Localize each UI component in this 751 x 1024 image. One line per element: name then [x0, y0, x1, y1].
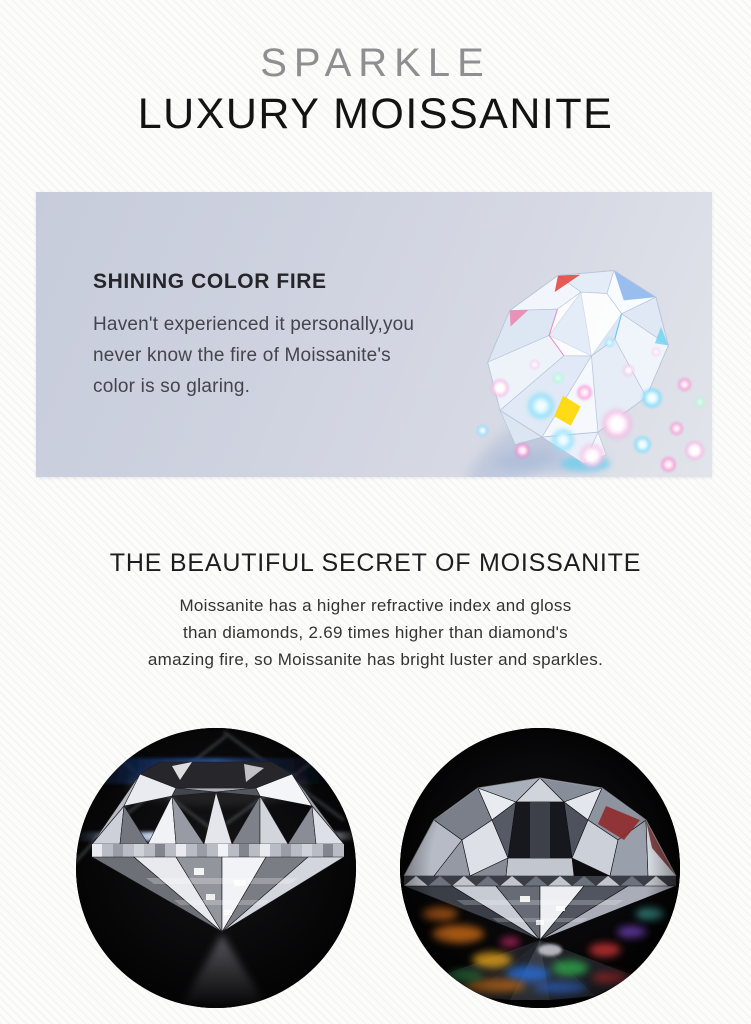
gem-facets: [450, 236, 712, 477]
sparkle-dot: [695, 397, 705, 407]
secret-line: Moissanite has a higher refractive index and gloss: [179, 596, 572, 615]
banner-line: Haven't experienced it personally,you: [93, 314, 415, 335]
subtitle: SPARKLE: [260, 41, 491, 85]
banner-heading: SHINING COLOR FIRE: [93, 270, 327, 293]
diamond-side-view-image: [76, 728, 356, 1008]
moissanite-closeup-image: [400, 728, 680, 1008]
page-title: LUXURY MOISSANITE: [137, 90, 614, 138]
secret-line: amazing fire, so Moissanite has bright luster and sparkles.: [147, 650, 604, 669]
secret-paragraph: [0, 592, 751, 673]
moissanite-photo-right: [400, 728, 680, 1008]
secret-line: than diamonds, 2.69 times higher than diamond's: [183, 623, 568, 642]
banner-line: never know the fire of Moissanite's: [93, 345, 391, 366]
secret-heading: THE BEAUTIFUL SECRET OF MOISSANITE: [109, 549, 642, 577]
diamond-photo-left: [76, 728, 356, 1008]
banner-line: color is so glaring.: [93, 376, 251, 397]
moissanite-gem-image: [472, 244, 684, 477]
banner-caption: [93, 270, 414, 402]
hero-banner: [36, 192, 712, 477]
sparkle-dot: [685, 441, 704, 460]
diamond-girdle: [92, 844, 344, 857]
